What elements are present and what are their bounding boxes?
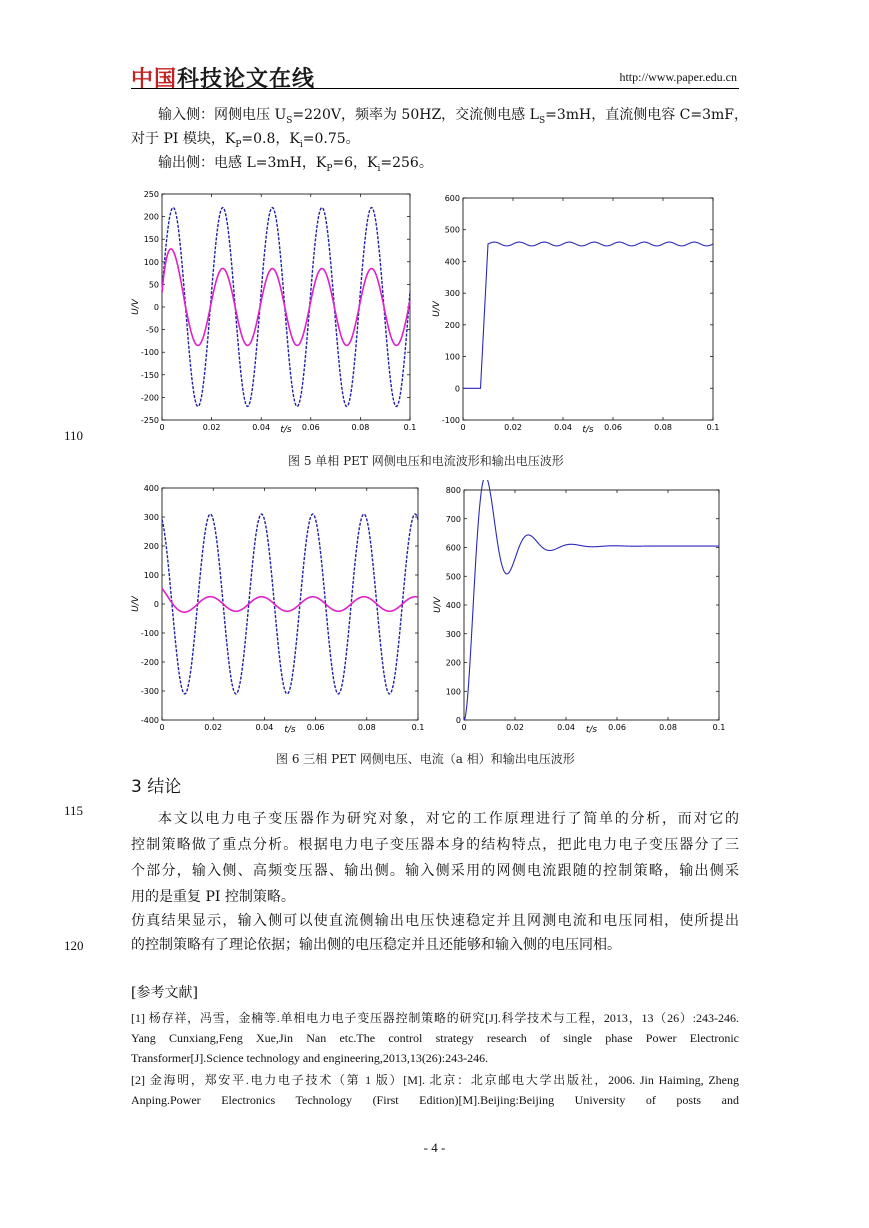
conclusion-line-2: 控制策略做了重点分析。根据电力电子变压器本身的结构特点，把此电力电子变压器分了三 bbox=[131, 837, 739, 853]
x-tick-label: 0.02 bbox=[202, 423, 221, 432]
conclusion-line-1: 本文以电力电子变压器作为研究对象，对它的工作原理进行了简单的分析，而对它的 bbox=[158, 811, 739, 827]
y-tick-label: -200 bbox=[140, 393, 159, 403]
y-tick-label: -250 bbox=[140, 416, 159, 425]
y-tick-label: 200 bbox=[143, 212, 159, 222]
series-grid-current bbox=[162, 588, 418, 612]
x-tick-label: 0.04 bbox=[557, 723, 575, 732]
y-tick-label: 300 bbox=[444, 289, 460, 299]
y-tick-label: -400 bbox=[140, 716, 159, 725]
y-tick-label: 700 bbox=[445, 514, 461, 524]
y-tick-label: 150 bbox=[143, 235, 159, 245]
figure5-svg bbox=[128, 186, 728, 442]
y-tick-label: 500 bbox=[444, 225, 460, 235]
reference-1-line-3: Transformer[J].Science technology and engineering,2013,13(26):243-246. bbox=[131, 1051, 489, 1065]
y-tick-label: 0 bbox=[455, 716, 461, 725]
x-tick-label: 0.02 bbox=[506, 723, 524, 732]
y-tick-label: 100 bbox=[143, 571, 159, 580]
x-tick-label: 0.02 bbox=[504, 423, 522, 432]
header-url[interactable]: http://www.paper.edu.cn bbox=[619, 70, 737, 84]
y-axis-label: U/V bbox=[131, 299, 141, 315]
y-axis-label: U/V bbox=[433, 597, 443, 613]
x-tick-label: 0.06 bbox=[608, 723, 626, 732]
x-tick-label: 0 bbox=[159, 423, 165, 432]
series-output-voltage bbox=[463, 242, 713, 388]
x-tick-label: 0.08 bbox=[659, 723, 677, 732]
plot-frame bbox=[162, 488, 418, 720]
series-output-voltage bbox=[464, 480, 719, 720]
y-axis-label: U/V bbox=[432, 301, 442, 317]
x-tick-label: 0.1 bbox=[403, 423, 417, 432]
y-tick-label: 400 bbox=[143, 484, 159, 493]
y-tick-label: 500 bbox=[445, 572, 461, 582]
x-tick-label: 0.08 bbox=[357, 723, 376, 732]
conclusion-line-5: 仿真结果显示，输入侧可以使直流侧输出电压快速稳定并且网测电流和电压同相，使所提出 bbox=[131, 913, 739, 929]
plot-frame bbox=[464, 490, 719, 720]
y-tick-label: 300 bbox=[445, 629, 461, 639]
x-axis-label: t/s bbox=[284, 725, 296, 735]
reference-1-line-1: [1] 杨存祥，冯雪，金楠等.单相电力电子变压器控制策略的研究[J].科学技术与工程，2013，13（26）:243-246. bbox=[131, 1011, 739, 1025]
x-tick-label: 0 bbox=[461, 723, 467, 732]
figure6-caption: 图 6 三相 PET 网侧电压、电流（a 相）和输出电压波形 bbox=[276, 752, 575, 766]
y-tick-label: 400 bbox=[445, 601, 461, 610]
x-tick-label: 0.06 bbox=[604, 423, 622, 432]
y-tick-label: 0 bbox=[454, 384, 460, 394]
y-tick-label: 100 bbox=[143, 257, 159, 267]
plot-frame bbox=[162, 194, 410, 420]
figure5-caption: 图 5 单相 PET 网侧电压和电流波形和输出电压波形 bbox=[288, 454, 564, 468]
y-tick-label: 300 bbox=[143, 513, 159, 522]
reference-2-line-2: Anping.Power Electronics Technology (First Edition)[M].Beijing:Beijing University of posts and bbox=[131, 1093, 739, 1107]
x-axis-label: t/s bbox=[280, 425, 292, 435]
y-tick-label: 250 bbox=[143, 190, 159, 199]
fig6-left-chart bbox=[131, 484, 424, 735]
x-tick-label: 0.1 bbox=[712, 723, 726, 732]
section-title: 3 结论 bbox=[131, 777, 182, 797]
fig6-right-chart bbox=[433, 480, 725, 735]
line-number-110: 110 bbox=[64, 428, 84, 443]
line-number-120: 120 bbox=[64, 938, 84, 953]
y-tick-label: -50 bbox=[145, 325, 159, 335]
page-number: - 4 - bbox=[423, 1140, 446, 1155]
x-tick-label: 0.08 bbox=[351, 423, 370, 432]
conclusion-line-3: 个部分，输入侧、高频变压器、输出侧。输入侧采用的网侧电流跟随的控制策略，输出侧采 bbox=[131, 863, 739, 879]
conclusion-line-6: 的控制策略有了理论依据；输出侧的电压稳定并且还能够和输入侧的电压同相。 bbox=[131, 937, 621, 953]
references-title: [参考文献] bbox=[131, 985, 198, 1001]
y-tick-label: 600 bbox=[444, 194, 460, 203]
y-axis-label: U/V bbox=[131, 596, 141, 612]
pi-params: 对于 PI 模块，$K_P=0.8$，$K_i=0.75$。 bbox=[131, 131, 360, 150]
y-tick-label: 0 bbox=[153, 600, 159, 609]
y-tick-label: 600 bbox=[445, 543, 461, 553]
y-tick-label: 0 bbox=[153, 303, 159, 312]
y-tick-label: 200 bbox=[445, 658, 461, 668]
x-tick-label: 0.04 bbox=[255, 723, 274, 732]
y-tick-label: 50 bbox=[148, 280, 159, 290]
plot-frame bbox=[463, 198, 713, 420]
x-tick-label: 0.06 bbox=[306, 723, 325, 732]
x-tick-label: 0.08 bbox=[654, 423, 672, 432]
x-tick-label: 0.06 bbox=[301, 423, 320, 432]
fig5-right-chart bbox=[432, 194, 719, 435]
y-tick-label: 200 bbox=[444, 320, 460, 330]
figure6-svg bbox=[128, 480, 738, 742]
y-tick-label: 100 bbox=[444, 352, 460, 362]
y-tick-label: -100 bbox=[140, 629, 159, 638]
conclusion-line-4: 用的是重复 PI 控制策略。 bbox=[131, 889, 295, 905]
series-grid-voltage bbox=[162, 514, 418, 694]
x-tick-label: 0.1 bbox=[411, 723, 425, 732]
header-rule bbox=[131, 88, 739, 89]
y-tick-label: 200 bbox=[143, 542, 159, 551]
x-tick-label: 0.04 bbox=[252, 423, 271, 432]
reference-2-line-1: [2] 金海明，郑安平.电力电子技术（第 1 版）[M]. 北京：北京邮电大学出版社，2006. Jin Haiming, Zheng bbox=[131, 1073, 739, 1087]
y-tick-label: -300 bbox=[140, 687, 159, 696]
journal-logo: 中国科技论文在线 bbox=[131, 67, 316, 92]
x-tick-label: 0 bbox=[159, 723, 165, 732]
x-axis-label: t/s bbox=[582, 425, 594, 435]
series-grid-voltage bbox=[162, 208, 410, 407]
x-tick-label: 0.1 bbox=[706, 423, 720, 432]
y-tick-label: 400 bbox=[444, 257, 460, 267]
y-tick-label: -150 bbox=[140, 370, 159, 380]
y-tick-label: 800 bbox=[445, 486, 461, 495]
output-side-params: 输出侧：电感 L=3mH，$K_P=6$，$K_i=256$。 bbox=[158, 155, 433, 174]
line-number-115: 115 bbox=[64, 803, 84, 818]
x-tick-label: 0.02 bbox=[204, 723, 223, 732]
y-tick-label: -100 bbox=[140, 348, 159, 358]
series-grid-current bbox=[162, 249, 410, 345]
input-side-params: 输入侧：网侧电压 $U_S=220V$，频率为 50HZ，交流侧电感 $L_S=3mH$，直流侧电容 C=3mF， bbox=[158, 107, 749, 126]
y-tick-label: -200 bbox=[140, 658, 159, 667]
x-tick-label: 0 bbox=[460, 423, 466, 432]
y-tick-label: -100 bbox=[441, 416, 460, 425]
x-tick-label: 0.04 bbox=[554, 423, 572, 432]
y-tick-label: 100 bbox=[445, 687, 461, 697]
reference-1-line-2: Yang Cunxiang,Feng Xue,Jin Nan etc.The control strategy research of single phase Power Electronic bbox=[131, 1031, 739, 1045]
fig5-left-chart bbox=[131, 190, 416, 435]
x-axis-label: t/s bbox=[585, 725, 598, 735]
